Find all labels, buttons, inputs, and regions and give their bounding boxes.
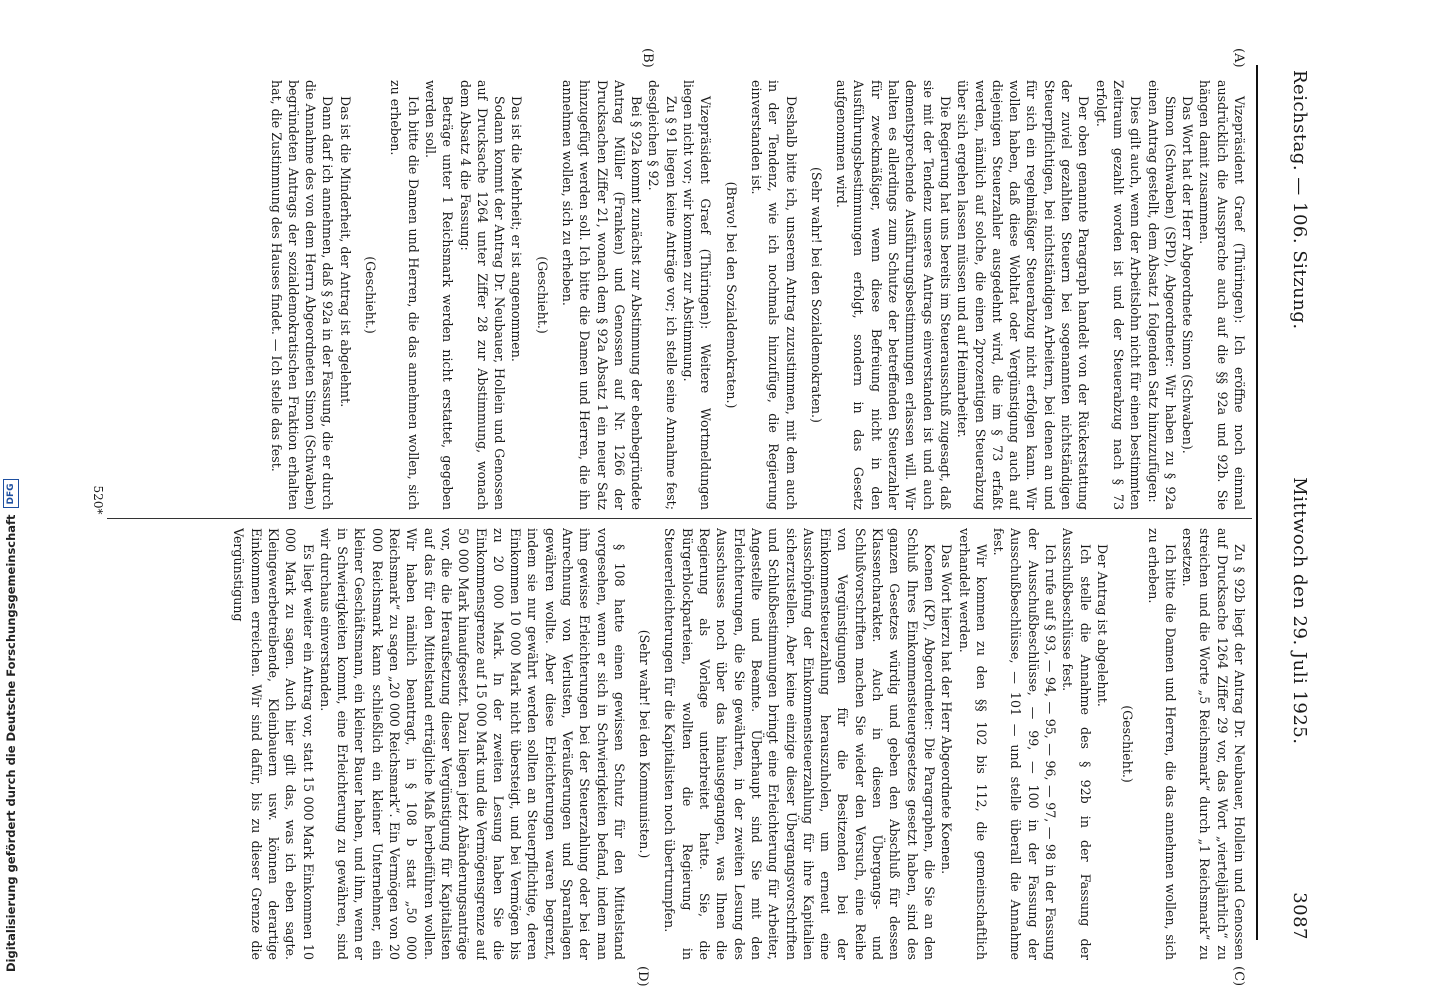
left-interjection: (Sehr wahr! bei den Sozialdemokraten.) <box>808 167 824 423</box>
right-interjection: (Geschieht.) <box>1120 705 1136 783</box>
margin-mark-c: (C) <box>1231 966 1246 987</box>
right-paragraph: Ich rufe auf § 93, — 94, — 95, — 96, — 97, — 98 in der Fassung der Ausschußbeschlüsse, — 99, — 100 in der Fassung der Ausschußbeschlüsse, — 101 — und stelle überall die Annahme fest. <box>991 528 1059 960</box>
column-divider <box>107 518 1252 519</box>
left-column <box>113 80 1248 510</box>
left-paragraph: Dies gilt auch, wenn der Arbeitslohn nicht für einen bestimmten Zeitraum gezahlt worden ist und der Steuerabzug nach § 73 erfolgt. <box>1093 80 1144 510</box>
right-paragraph: Ich bitte die Damen und Herren, die das annehmen wollen, sich zu erheben. <box>1145 528 1178 960</box>
left-paragraph: Sodann kommt der Antrag Dr. Neubauer, Hollein und Genossen auf Drucksache 1264 unter Ziffer 28 zur Abstimmung, wonach dem Absatz 4 die Fassung: <box>457 80 508 510</box>
dfg-logo: DFG <box>3 479 19 508</box>
left-interjection: (Geschieht.) <box>363 256 379 334</box>
margin-mark-a: (A) <box>1231 48 1246 68</box>
sheet-number: 520* <box>91 485 105 515</box>
right-interjection: (Sehr wahr! bei den Kommunisten.) <box>637 629 653 859</box>
left-paragraph: Das ist die Minderheit, der Antrag ist abgelehnt. <box>337 96 353 408</box>
left-paragraph: Dann darf ich annehmen, daß § 92a in der Fassung, die er durch die Annahme des von dem Herrn Abgeordneten Simon (Schwaben) begründeten Antrags der sozialdemokratischen Fraktion erhalten hat, die Zustimmung des Hauses findet. — Ich stelle das fest. <box>268 80 336 510</box>
margin-mark-b: (B) <box>640 48 655 68</box>
left-paragraph: Vizepräsident Graef (Thüringen): Ich eröffne noch einmal ausdrücklich die Aussprache auch auf die §§ 92a und 92b. Sie hängen damit zusammen. <box>1197 80 1247 510</box>
right-paragraph: Koenen (KP), Abgeordneter: Die Paragraphen, die Sie an den Schluß Ihres Einkommensteuergesetzes gesetzt haben, sind des ganzen Gesetzes würdig und geben den Abschluß für dessen Klassencharakter. Auch in diesen Übergangs- und Schlußvorschriften machen Sie wieder den Versuch, eine Reihe von Vergünstigungen für die Besitzenden bei der Einkommensteuerzahlung herauszuholen, um erneut eine Ausschöpfung der Einkommensteuerzahlung für ihre Kapitalien sicherzustellen. Aber keine einzige dieser Übergangsvorschriften und Schlußbestimmungen bringt eine Erleichterung für Arbeiter, Angestellte und Beamte. Überhaupt sind Sie mit den Erleichterungen, die Sie gewährten, in der zweiten Lesung des Ausschusses noch über das hinausgegangen, was Ihnen die Regierung als Vorlage unterbreitet hatte. Sie, die Bürgerblockparteien, wollten die Regierung in Steuererleichterungen für die Kapitalisten noch übertrumpfen. <box>662 528 937 960</box>
left-paragraph: Das Wort hat der Herr Abgeordnete Simon (Schwaben). <box>1180 96 1196 454</box>
left-paragraph: Die Regierung hat uns bereits im Steuerausschuß zugesagt, daß sie mit der Tendenz unseres Antrags einverstanden ist und auch dementsprechende Ausführungsbestimmungen erlassen will. Wir halten es allerdings zum Schutze der betreffenden Steuerzahler für zweckmäßiger, wenn diese Befreiung nicht in den Ausführungsbestimmungen erfolgt, sondern in das Gesetz aufgenommen wird. <box>834 80 953 510</box>
left-paragraph: Der oben genannte Paragraph handelt von der Rückerstattung der zuviel gezahlten Steuern bei sogenannten nichtständigen Steuerpflichtigen, bei nichtständigen Arbeitern, bei denen an und für sich ein regelmäßiger Steuerabzug nicht erfolgen kann. Wir wollen haben, daß diese Wohltat oder Vergünstigung auch auf diejenigen Steuerzahler ausgedehnt wird, die im § 73 erfaßt werden, nämlich auf solche, die einen 2prozentigen Steuerabzug über sich ergehen lassen müssen und auf Heimarbeiter. <box>955 80 1092 510</box>
left-interjection: (Bravo! bei den Sozialdemokraten.) <box>723 181 739 409</box>
right-column <box>113 528 1248 960</box>
right-paragraph: Ich stelle die Annahme des § 92b in der Fassung der Ausschußbeschlüsse fest. <box>1060 528 1093 960</box>
margin-mark-d: (D) <box>635 966 650 987</box>
right-paragraph: Wir kommen zu den §§ 102 bis 112, die gemeinschaftlich verhandelt werden. <box>956 528 989 960</box>
left-interjection: (Geschieht.) <box>534 256 550 334</box>
right-paragraph: § 108 hatte einen gewissen Schutz für den Mittelstand vorgesehen, wenn er sich in Schwierigkeiten befand, indem man ihm gewisse Erleichterungen bei der Steuerzahlung oder bei der Anrechnung von Verlusten, Veräußerungen und Sparanlagen gewähren wollte. Aber diese Erleichterungen waren begrenzt, indem sie nur gewährt werden sollten an Steuerpflichtige, deren Einkommen 10 000 Mark nicht übersteigt, und bei Vermögen bis zu 20 000 Mark. In der zweiten Lesung haben Sie die Einkommensgrenze auf 15 000 Mark und die Vermögensgrenze auf 50 000 Mark hinaufgesetzt. Dazu liegen jetzt Abänderungsanträge vor, die die Heraufsetzung dieser Vergünstigung für Kapitalisten auf das für den Mittelstand erträgliche Maß herbeiführen wollen. Wir haben nämlich beantragt, in § 108 b statt „50 000 Reichsmark“ zu sagen „20 000 Reichsmark“. Ein Vermögen von 20 000 Reichsmark kann schließlich ein kleiner Unternehmer, ein kleiner Geschäftsmann, ein kleiner Bauer haben, und ihm, wenn er in Schwierigkeiten kommt, eine Erleichterung zu gewähren, sind wir durchaus einverstanden. <box>317 528 627 960</box>
right-paragraph: Es liegt weiter ein Antrag vor, statt 15 000 Mark Einkommen 10 000 Mark zu sagen. Auch hier gilt das, was ich eben sagte. Kleingewerbetreibende, Kleinbauern usw. können derartige Einkommen erreichen. Wir sind dafür, bis zu dieser Grenze die Vergünstigung <box>231 528 316 960</box>
left-paragraph: Deshalb bitte ich, unserem Antrag zuzustimmen, mit dem auch in der Tendenz, wie ich nochmals hinzufüge, die Regierung einverstanden ist. <box>748 80 799 510</box>
left-paragraph: Ich bitte die Damen und Herren, die das annehmen wollen, sich zu erheben. <box>388 80 421 510</box>
left-paragraph: Bei § 92a kommt zunächst zur Abstimmung der ebenbegründete Antrag Müller (Franken) und Genossen auf Nr. 1266 der Drucksachen Ziffer 21, wonach dem § 92a Absatz 1 ein neuer Satz hinzugefügt werden soll. Ich bitte die Damen und Herren, die ihn annehmen wollen, sich zu erheben. <box>560 80 645 510</box>
left-paragraph: Das ist die Mehrheit; er ist angenommen. <box>509 96 525 362</box>
header-center: Mittwoch den 29. Juli 1925. <box>1289 477 1310 745</box>
page-number: 3087 <box>1289 892 1310 940</box>
header-rule <box>1256 65 1258 940</box>
left-paragraph: Beträge unter 1 Reichsmark werden nicht erstattet, gegeben werden soll. <box>422 80 456 510</box>
right-paragraph: Der Antrag ist abgelehnt. <box>1094 544 1110 707</box>
left-paragraph: Simon (Schwaben) (SPD), Abgeordneter: Wir haben zu § 92a einen Antrag gestellt, dem Absatz 1 folgenden Satz hinzuzufügen: <box>1145 80 1178 510</box>
left-paragraph: Vizepräsident Graef (Thüringen): Weitere Wortmeldungen liegen nicht vor; wir kommen zur Abstimmung. <box>681 80 714 510</box>
right-paragraph: Das Wort hierzu hat der Herr Abgeordnete Koenen. <box>939 544 955 875</box>
credit-text: Digitalisierung gefördert durch die Deutsche Forschungsgemeinschaft <box>4 514 18 972</box>
header-left: Reichstag. — 106. Sitzung. <box>1289 70 1310 330</box>
left-paragraph: Zu § 91 liegen keine Anträge vor; ich stelle seine Annahme fest; desgleichen § 92. <box>646 80 679 510</box>
right-paragraph: Zu § 92b liegt der Antrag Dr. Neubauer, Hollein und Genossen auf Drucksache 1264 Ziffer 29 vor, das Wort „vierteljährlich“ zu streichen und die Worte „5 Reichsmark“ durch „1 Reichsmark“ zu ersetzen. <box>1180 528 1247 960</box>
dfg-credit <box>0 0 22 1000</box>
page-header <box>1260 70 1310 940</box>
